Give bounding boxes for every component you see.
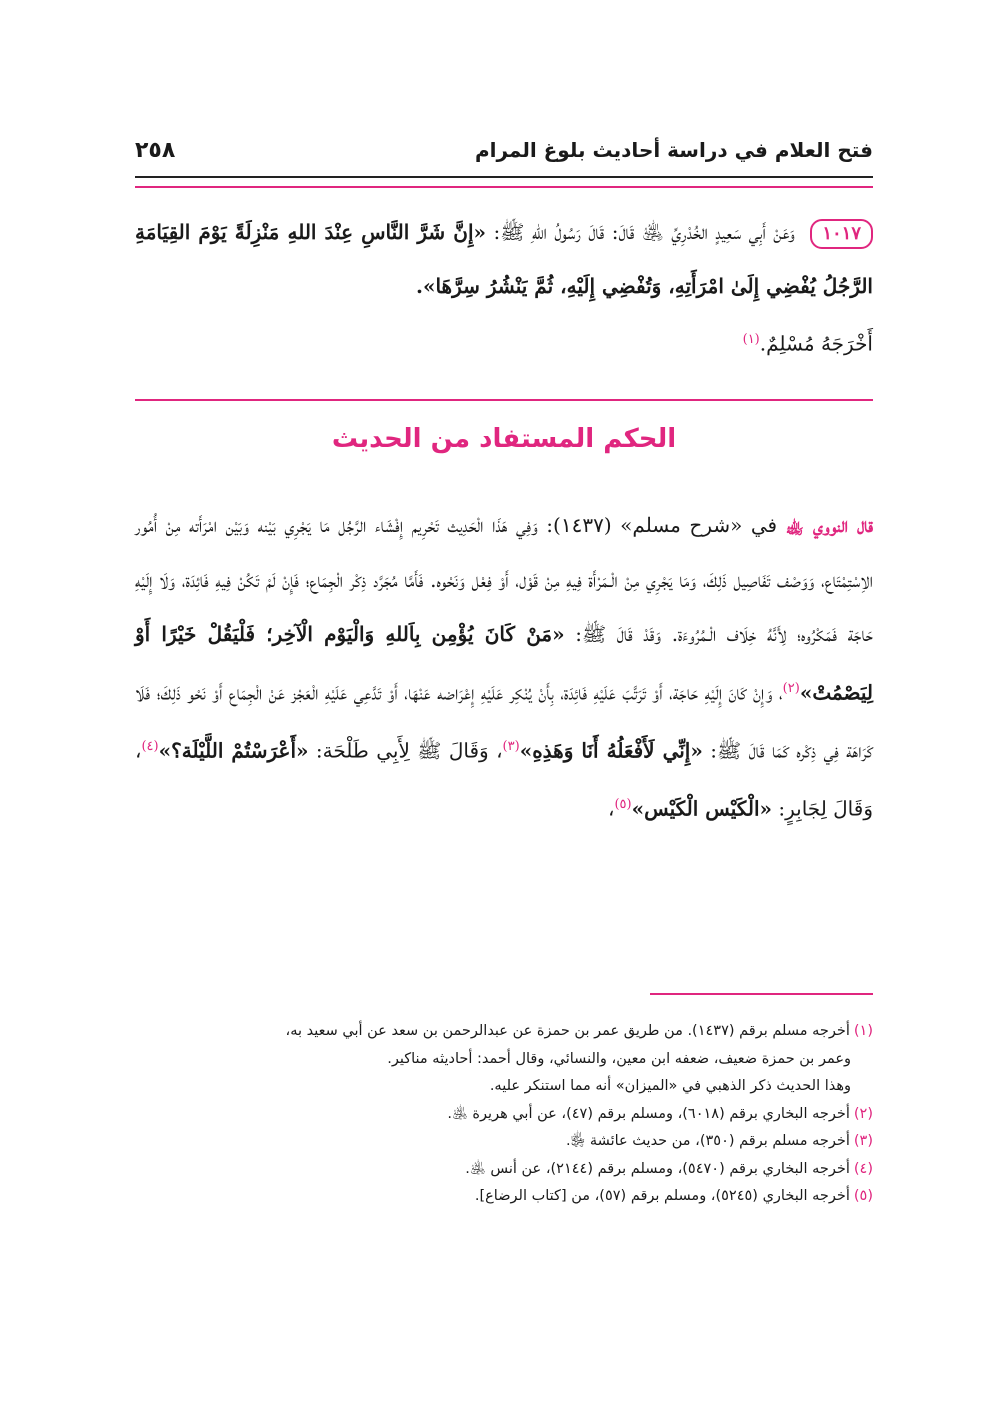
footnote-4: (٤)أخرجه البخاري برقم (٥٤٧٠)، ومسلم برقم (٢١٤٤)، عن أنس ﵁. xyxy=(465,1160,873,1177)
commentary-text-d: ، وَقَالَ لِجَابِرٍ: xyxy=(135,738,873,821)
footnote-5: (٥)أخرجه البخاري (٥٢٤٥)، ومسلم برقم (٥٧)، من [كتاب الرضاع]. xyxy=(474,1188,873,1204)
running-header xyxy=(135,128,873,172)
page-number: ٢٥٨ xyxy=(135,137,176,163)
footnote-rule xyxy=(650,993,873,995)
footnote-1-cont-a: وعمر بن حمزة ضعيف، ضعفه ابن معين، والنسائي، وقال أحمد: أحاديثه مناكير. xyxy=(387,1050,851,1067)
hadith-block xyxy=(135,205,873,371)
quote-3: «أَعْرَسْتُمْ اللَّيْلَة؟» xyxy=(158,738,309,763)
footnote-ref-3[interactable]: (٣) xyxy=(502,738,520,754)
hadith-divider xyxy=(135,399,873,401)
commentary-text-c: ، وَقَالَ ﷺ لِأَبِي طَلْحَة: xyxy=(315,738,503,763)
header-rule-dark xyxy=(135,176,873,178)
book-title: فتح العلام في دراسة أحاديث بلوغ المرام xyxy=(474,138,873,162)
footnote-ref-4[interactable]: (٤) xyxy=(141,738,159,754)
speaker-name: قال النووي ﵀ xyxy=(785,513,873,537)
quote-1: «مَنْ كَانَ يُؤْمِن بِاَللهِ وَالْيَوْم الْآخِر؛ فَلْيَقُلْ خَيْرًا أَوْ لِيَصْمُتْ» xyxy=(135,622,873,705)
quote-2: «إِنِّي لَأَفْعَلُهُ أَنَا وَهَذِهِ» xyxy=(519,738,703,763)
hadith-intro: وَعَنْ أَبِي سَعِيدٍ الخُدْرِيِّ ﵁ قَالَ: قَالَ رَسُولُ اللهِ ﷺ: xyxy=(493,220,795,244)
footnotes xyxy=(135,1018,873,1211)
quote-4: «الْكَيْس الْكَيْس» xyxy=(631,796,772,821)
footnote-1: (١)أخرجه مسلم برقم (١٤٣٧). من طريق عمر بن حمزة عن عبدالرحمن بن سعد عن أبي سعيد به، xyxy=(285,1023,873,1039)
commentary-text-e: ، xyxy=(607,796,615,821)
footnote-ref-5[interactable]: (٥) xyxy=(614,796,632,812)
commentary-text-a: في «شرح مسلم» (١٤٣٧): وَفِي هَذَا الْحَدِيث تَحْرِيم إِفْشَاء الرَّجُل مَا يَجْرِي بَيْنه وَبَيْن امْرَأَته مِنْ أُمُور الاِسْتِمْتَاع، وَوَصْف تَفَاصِيل ذَلِكَ، وَمَا يَجْرِي مِنْ الْـمَرْأَة فِيهِ مِنْ قَوْل، أَوْ فِعْل وَنَحْوه. فَأَمَّا مُجَرَّد ذِكْر الْجِمَاع؛ فَإِنْ لَمْ تَكُنْ فِيهِ فَائِدَة، وَلَا إِلَيْهِ حَاجَة فَمَكْرُوه؛ لِأَنَّهُ خِلَاف الْـمُرُوءَة. وَقَدْ قَالَ ﷺ: xyxy=(135,513,874,646)
hadith-number: ١٠١٧ xyxy=(810,219,873,249)
hadith-takhrij: أَخْرَجَهُ مُسْلِمٌ. xyxy=(759,331,873,356)
commentary-text-b: ، وَإِنْ كَانَ إِلَيْهِ حَاجَة، أَوْ تَرَتَّبَ عَلَيْهِ فَائِدَة، بِأَنْ يُنْكِر عَلَيْهِ إِعْرَاضه عَنْهَا، أَوْ تَدَّعِي عَلَيْهِ الْعَجْز عَنْ الْجِمَاع أَوْ نَحْو ذَلِكَ؛ فَلَا كَرَاهَة فِي ذِكْره كَمَا قَالَ ﷺ: xyxy=(135,680,873,763)
footnote-ref-1[interactable]: (١) xyxy=(742,332,760,347)
footnote-2: (٢)أخرجه البخاري برقم (٦٠١٨)، ومسلم برقم (٤٧)، عن أبي هريرة ﵁. xyxy=(447,1105,873,1122)
footnote-1-cont-b: وهذا الحديث ذكر الذهبي في «الميزان» أنه مما استنكر عليه. xyxy=(489,1078,851,1094)
footnote-ref-2[interactable]: (٢) xyxy=(782,680,800,696)
section-title: الحكم المستفاد من الحديث xyxy=(331,424,677,454)
commentary-paragraph xyxy=(135,498,873,836)
hadith-matn: «إِنَّ شَرَّ النَّاسِ عِنْدَ اللهِ مَنْزِلَةً يَوْمَ القِيَامَةِ الرَّجُلُ يُفْضِي إِلَىٰ امْرَأَتِهِ، وَتُفْضِي إِلَيْهِ، ثُمَّ يَنْشُرُ سِرَّهَا». xyxy=(135,220,873,298)
header-rule-pink xyxy=(135,186,873,188)
footnote-3: (٣)أخرجه مسلم برقم (٣٥٠)، من حديث عائشة ﵂. xyxy=(566,1133,873,1149)
